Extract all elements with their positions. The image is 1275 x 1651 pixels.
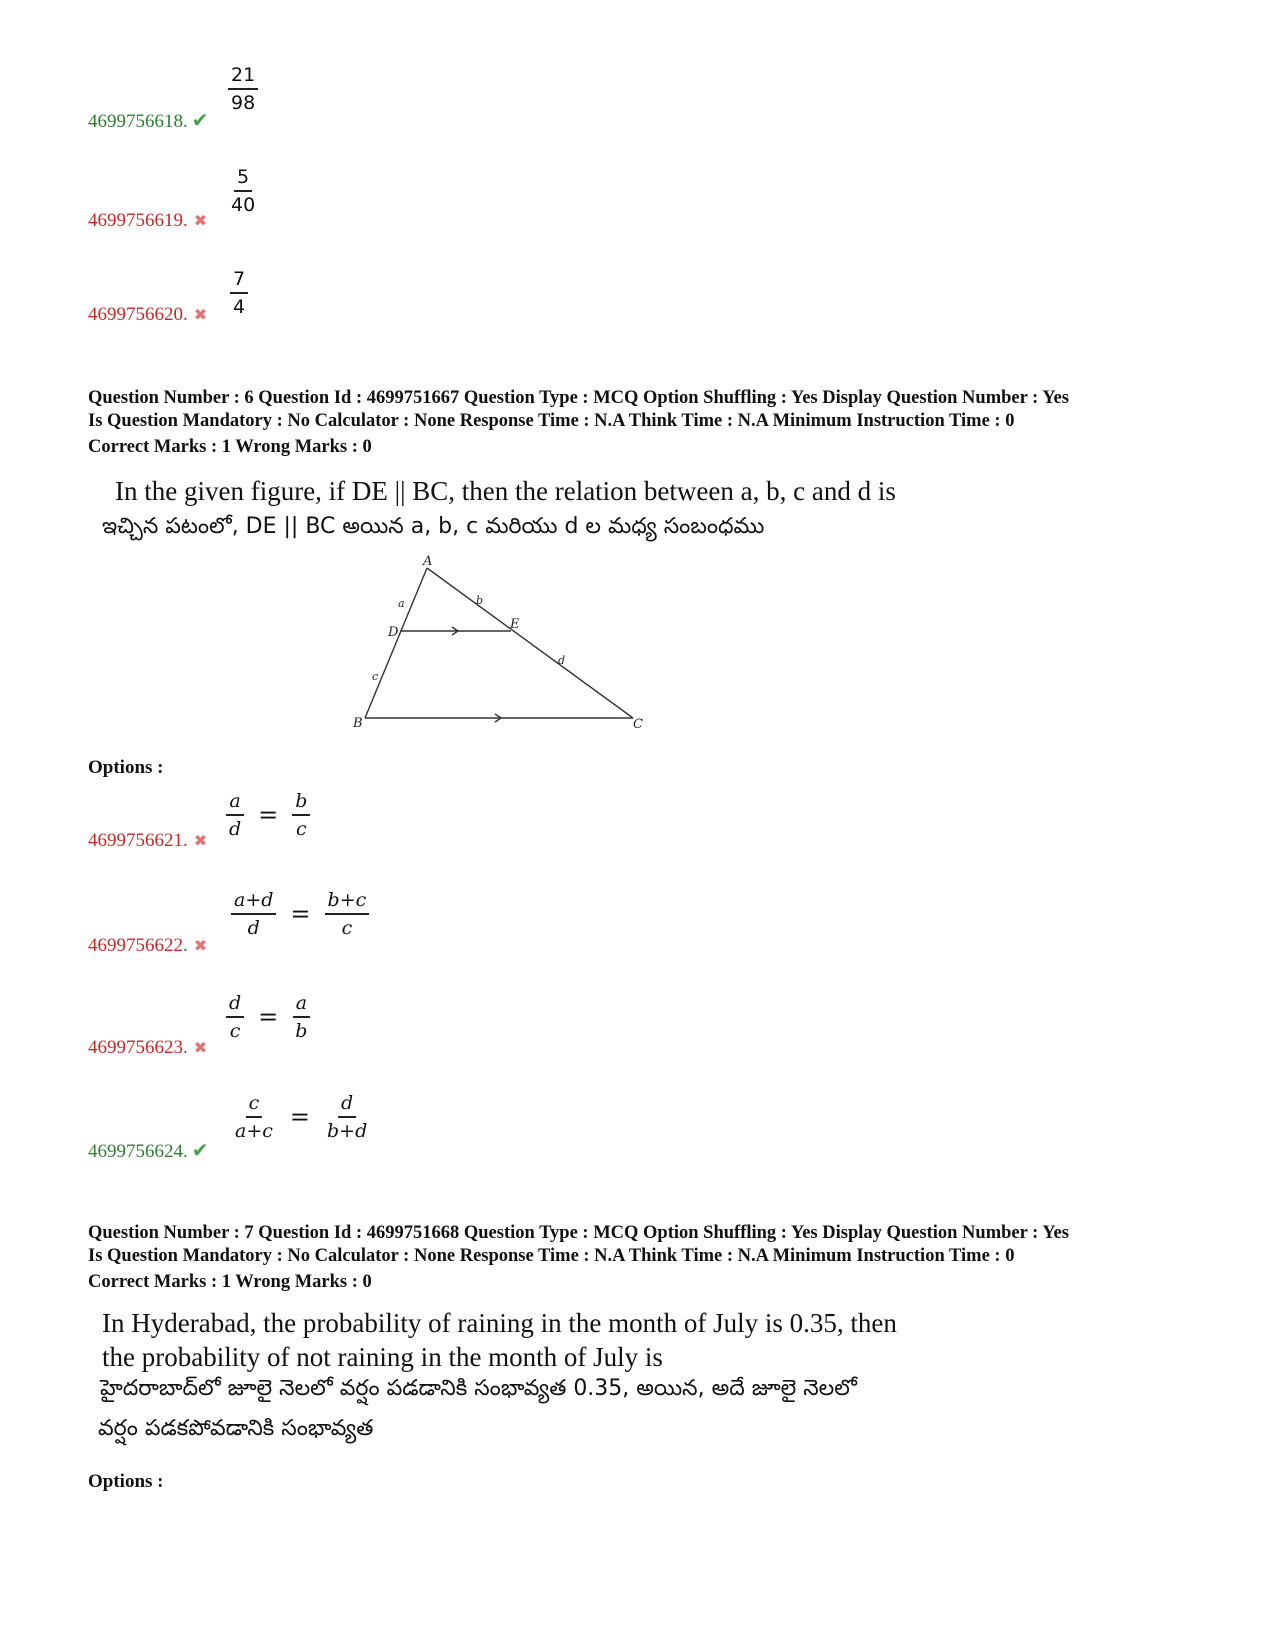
- rhs-numerator: d: [338, 1090, 356, 1118]
- lhs-denominator: d: [247, 917, 260, 939]
- label-segment-c: c: [372, 670, 379, 683]
- option-id: 4699756621.: [88, 830, 188, 851]
- question-7-stem-telugu-line-1: హైదరాబాద్‌లో జూలై నెలలో వర్షం పడడానికి సంభావ్యత 0.35, అయిన, అదే జూలై నెలలో: [100, 1376, 857, 1401]
- wrong-cross-icon: ✖: [193, 831, 208, 850]
- lhs-numerator: c: [246, 1090, 263, 1118]
- question-6-stem-english: In the given figure, if DE || BC, then the relation between a, b, c and d is: [115, 476, 896, 506]
- wrong-cross-icon: ✖: [193, 936, 208, 955]
- marks-line: Correct Marks : 1 Wrong Marks : 0: [88, 437, 372, 457]
- wrong-cross-icon: ✖: [193, 211, 208, 230]
- rhs-denominator: b: [295, 1020, 308, 1042]
- question-7-stem-english-line-1: In Hyderabad, the probability of raining in the month of July is 0.35, then: [102, 1308, 897, 1338]
- label-vertex-c: C: [633, 717, 643, 732]
- equals-sign: =: [258, 801, 279, 829]
- correct-check-icon: ✔: [191, 108, 209, 132]
- correct-check-icon: ✔: [191, 1138, 209, 1162]
- meta-line: Is Question Mandatory : No Calculator : None Response Time : N.A Think Time : N.A Minimum Instruction Time : 0: [88, 411, 1015, 431]
- rhs-numerator: b+c: [325, 887, 370, 915]
- lhs-numerator: d: [226, 990, 244, 1018]
- question-6-meta: [88, 387, 1208, 459]
- option-equation: [226, 990, 310, 1044]
- question-7-meta: [88, 1222, 1208, 1294]
- side-ab: [365, 568, 427, 718]
- marks-line: Correct Marks : 1 Wrong Marks : 0: [88, 1272, 372, 1292]
- option-id: 4699756618.: [88, 111, 188, 132]
- equals-sign: =: [289, 1103, 310, 1131]
- option-id: 4699756624.: [88, 1141, 188, 1162]
- rhs-denominator: b+d: [327, 1120, 368, 1142]
- label-segment-a: a: [398, 597, 405, 610]
- option-id: 4699756620.: [88, 304, 188, 325]
- rhs-numerator: a: [293, 990, 310, 1018]
- lhs-numerator: a: [226, 788, 243, 816]
- wrong-cross-icon: ✖: [193, 1038, 208, 1057]
- label-vertex-b: B: [353, 716, 363, 731]
- lhs-denominator: c: [229, 1020, 241, 1042]
- wrong-cross-icon: ✖: [193, 305, 208, 324]
- label-segment-b: b: [476, 594, 484, 607]
- option-fraction: [230, 266, 248, 320]
- option-fraction: [228, 164, 258, 218]
- option-equation: [226, 788, 310, 842]
- numerator: 7: [230, 266, 248, 294]
- meta-line: Question Number : 7 Question Id : 4699751668 Question Type : MCQ Option Shuffling : Yes Display Question Number : Yes: [88, 1223, 1069, 1243]
- option-id: 4699756623.: [88, 1037, 188, 1058]
- equals-sign: =: [258, 1003, 279, 1031]
- options-heading: Options :: [88, 1471, 164, 1492]
- options-heading: Options :: [88, 757, 164, 778]
- lhs-denominator: a+c: [235, 1120, 273, 1142]
- triangle-figure: [345, 550, 655, 740]
- rhs-denominator: c: [341, 917, 353, 939]
- question-7-stem-english-line-2: the probability of not raining in the month of July is: [102, 1342, 663, 1372]
- label-vertex-d: D: [388, 625, 399, 640]
- label-vertex-a: A: [423, 554, 433, 569]
- option-id: 4699756622.: [88, 935, 188, 956]
- lhs-numerator: a+d: [231, 887, 276, 915]
- option-equation: [231, 887, 369, 941]
- numerator: 5: [234, 164, 252, 192]
- meta-line: Is Question Mandatory : No Calculator : None Response Time : N.A Think Time : N.A Minimum Instruction Time : 0: [88, 1246, 1015, 1266]
- question-7-stem-telugu-line-2: వర్షం పడకపోవడానికి సంభావ్యత: [98, 1416, 374, 1441]
- numerator: 21: [228, 62, 258, 90]
- side-ac: [427, 568, 633, 718]
- rhs-numerator: b: [292, 788, 310, 816]
- option-fraction: [228, 62, 258, 116]
- label-vertex-e: E: [510, 617, 520, 632]
- denominator: 98: [231, 92, 256, 114]
- meta-line: Question Number : 6 Question Id : 4699751667 Question Type : MCQ Option Shuffling : Yes Display Question Number : Yes: [88, 388, 1069, 408]
- rhs-denominator: c: [296, 818, 307, 840]
- lhs-denominator: d: [229, 818, 242, 840]
- label-segment-d: d: [558, 654, 566, 667]
- question-6-stem-telugu: ఇచ్చిన పటంలో, DE || BC అయిన a, b, c మరియు d ల మధ్య సంబంధము: [102, 514, 765, 539]
- option-id: 4699756619.: [88, 210, 188, 231]
- option-equation: [232, 1090, 370, 1144]
- denominator: 4: [233, 296, 246, 318]
- denominator: 40: [231, 194, 256, 216]
- equals-sign: =: [290, 900, 311, 928]
